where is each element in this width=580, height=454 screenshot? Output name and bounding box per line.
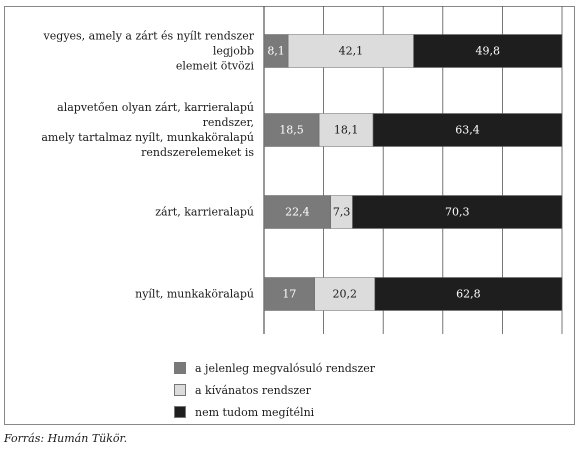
category-label-line: vegyes, amely a zárt és nyílt rendszer legjobb: [43, 29, 254, 58]
legend: [174, 357, 375, 423]
legend-swatch-desired: [174, 384, 186, 396]
category-label: [4, 287, 254, 302]
category-label-line: nyílt, munkaköralapú: [135, 287, 254, 301]
legend-label-current: a jelenleg megvalósuló rendszer: [195, 361, 376, 375]
legend-label-desired: a kívánatos rendszer: [195, 383, 311, 397]
source-note: Forrás: Humán Tükör.: [4, 432, 128, 445]
legend-swatch-unknown: [174, 406, 186, 418]
bar-value-label: 18,5: [279, 123, 304, 137]
legend-item-current: [174, 357, 375, 379]
bar-value-label: 20,2: [332, 287, 357, 301]
category-label-line: alapvetően olyan zárt, karrieralapú rendszer,: [57, 101, 254, 129]
bar-value-label: 7,3: [332, 205, 351, 219]
bar-value-label: 17: [282, 287, 297, 301]
bar-value-label: 70,3: [445, 205, 470, 219]
category-label-line: zárt, karrieralapú: [155, 205, 254, 219]
bar-value-label: 8,1: [267, 44, 285, 58]
bar-value-label: 63,4: [455, 123, 480, 137]
category-label: [4, 205, 254, 220]
bar-value-label: 18,1: [333, 123, 359, 137]
bar-value-label: 49,8: [475, 44, 501, 58]
legend-label-unknown: nem tudom megítélni: [195, 405, 315, 419]
bar-value-label: 62,8: [456, 287, 481, 301]
bar-value-label: 22,4: [285, 205, 310, 219]
category-label-line: elemeit ötvözi: [175, 59, 254, 73]
category-label: [4, 100, 254, 160]
legend-swatch-current: [174, 362, 186, 374]
legend-item-desired: [174, 379, 375, 401]
category-label-line: rendszerelemeket is: [141, 146, 254, 159]
bar-value-label: 42,1: [338, 44, 364, 58]
category-label-line: amely tartalmaz nyílt, munkaköralapú: [41, 131, 254, 144]
category-label: [4, 29, 254, 74]
legend-item-unknown: [174, 401, 375, 423]
